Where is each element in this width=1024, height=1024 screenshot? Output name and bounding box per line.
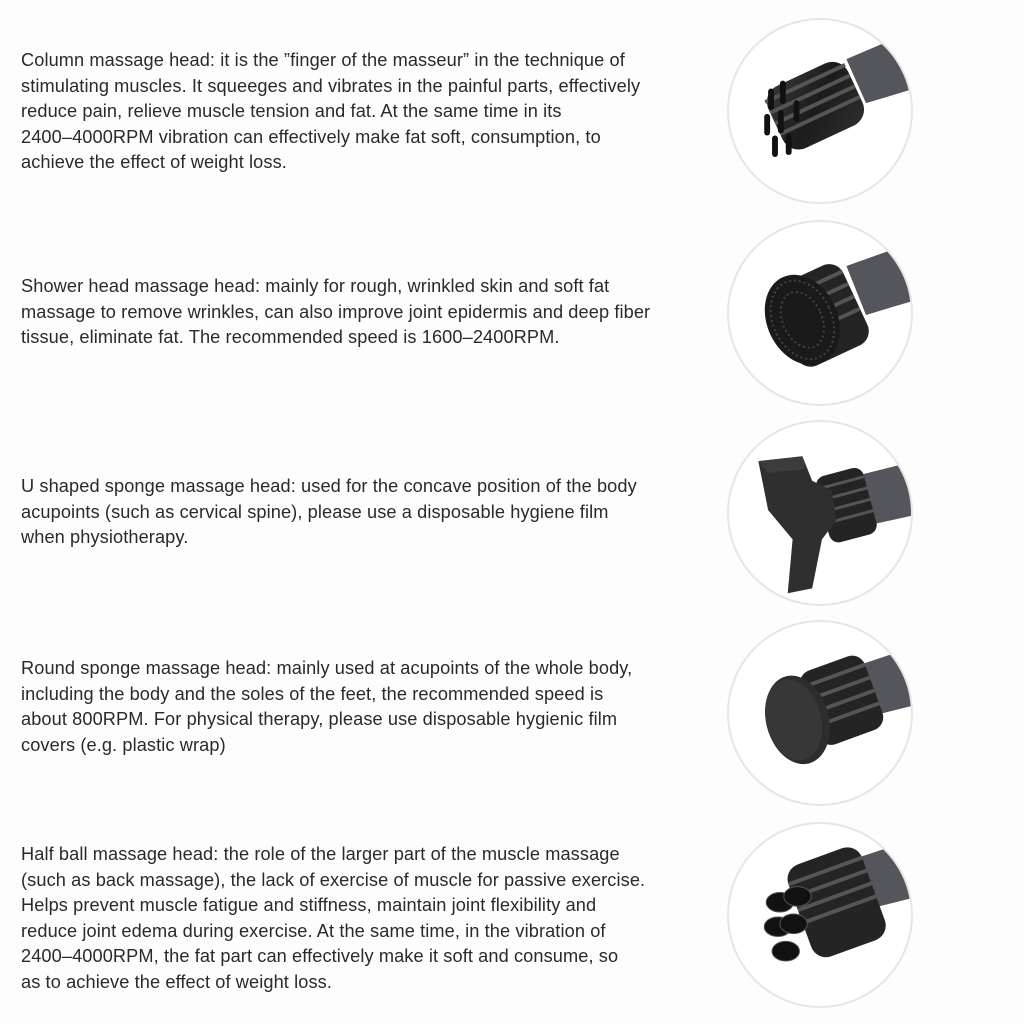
column-massage-head-icon — [727, 18, 913, 204]
half-ball-massage-head-icon — [727, 822, 913, 1008]
feature-description: U shaped sponge massage head: used for the concave position of the body acupoints (such as cervical spine), please use a disposable hygiene film when physiotherapy. — [21, 476, 637, 547]
feature-description: Round sponge massage head: mainly used at acupoints of the whole body, including the body and the soles of the feet, the recommended speed is about 800RPM. For physical therapy, please use disposable hygienic film covers (e.g. plastic wrap) — [21, 658, 633, 755]
shower-massage-head-icon — [727, 220, 913, 406]
feature-description: Column massage head: it is the ”finger of the masseur” in the technique of stimulating muscles. It squeeges and vibrates in the painful parts, effectively reduce pain, relieve muscle tension and fat. At the same time in its 2400–4000RPM vibration can effectively make fat soft, consumption, to achieve the effect of weight loss. — [21, 50, 641, 172]
round-sponge-head-icon — [727, 620, 913, 806]
feature-description: Half ball massage head: the role of the larger part of the muscle massage (such as back massage), the lack of exercise of muscle for passive exercise. Helps prevent muscle fatigue and stiffness, maintain joint flexibility and reduce joint edema during exercise. At the same time, in the vibration of 2400–4000RPM, the fat part can effectively make it soft and consume, so as to achieve the effect of weight loss. — [21, 844, 646, 992]
feature-description: Shower head massage head: mainly for rough, wrinkled skin and soft fat massage to remove wrinkles, can also improve joint epidermis and deep fiber tissue, eliminate fat. The recommended speed is 1600–2400RPM. — [21, 276, 651, 347]
u-shaped-sponge-head-icon — [727, 420, 913, 606]
